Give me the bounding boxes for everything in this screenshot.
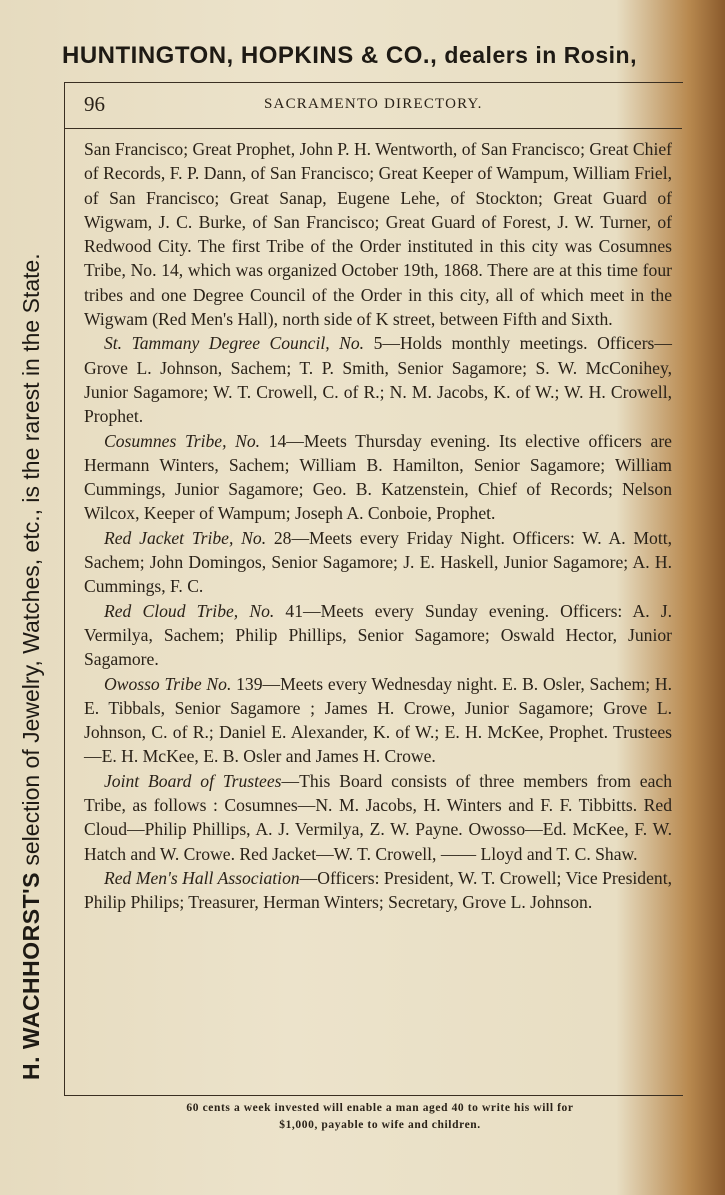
footer-line: $1,000, payable to wife and children. bbox=[279, 1119, 481, 1131]
paragraph-text: San Francisco; Great Prophet, John P. H. Wentworth, of San Francisco; Great Chief of Records, F. P. Dann, of San Francisco; Great Keeper of Wampum, William Friel, of San Francisco; Great Sanap, Eugene Lehe, of Stockton; Great Guard of Wigwam, J. C. Burke, of San Francisco; Great Guard of Forest, J. W. Turner, of Redwood City. The first Tribe of the Order instituted in this city was Cosumnes Tribe, No. 14, which was organized October 19th, 1868. There are at this time four tribes and one Degree Council of the Order in this city, all of which meet in the Wigwam (Red Men's Hall), north side of K street, between Fifth and Sixth. bbox=[84, 139, 672, 330]
entry-title: Owosso Tribe No. bbox=[104, 673, 232, 694]
paragraph-text: —This Board consists of three members from each Tribe, as follows : Cosumnes—N. M. Jacobs, H. Winters and F. F. Tibbitts. Red Cloud—Philip Phillips, A. J. Vermilya, Z. W. Payne. Owosso—Ed. McKee, F. W. Hatch and W. Crowe. Red Jacket—W. T. Crowell, —— Lloyd and T. C. Shaw. bbox=[84, 770, 672, 864]
side-advertisement bbox=[18, 90, 45, 1080]
entry-title: Joint Board of Trustees bbox=[104, 770, 282, 791]
paragraph-text: 14—Meets Thursday evening. Its elective officers are Hermann Winters, Sachem; William B. Hamilton, Senior Sagamore; William Cummings, Junior Sagamore; Geo. B. Katzenstein, Chief of Records; Nelson Wilcox, Keeper of Wampum; Joseph A. Conboie, Prophet. bbox=[84, 430, 672, 524]
paragraph bbox=[84, 429, 672, 526]
entry-title: St. Tammany Degree Council, No. bbox=[104, 333, 365, 354]
page-header bbox=[84, 92, 674, 120]
footer-line: 60 cents a week invested will enable a man aged 40 to write his will for bbox=[186, 1102, 574, 1114]
entry-title: Red Jacket Tribe, No. bbox=[104, 527, 267, 548]
page-body bbox=[84, 137, 672, 915]
paragraph-text: 28—Meets every Friday Night. Officers: W. A. Mott, Sachem; John Domingos, Senior Sagamore; J. E. Haskell, Junior Sagamore; A. H. Cummings, F. C. bbox=[84, 527, 673, 597]
paragraph-text: 41—Meets every Sunday evening. Officers: A. J. Vermilya, Sachem; Philip Phillips, Senior Sagamore; Oswald Hector, Junior Sagamore. bbox=[84, 600, 672, 670]
paragraph bbox=[84, 331, 672, 428]
running-head: SACRAMENTO DIRECTORY. bbox=[264, 96, 483, 112]
footer-advertisement bbox=[80, 1100, 680, 1134]
paragraph-text: 5—Holds monthly meetings. Officers—Grove L. Johnson, Sachem; T. P. Smith, Senior Sagamore; S. W. McConihey, Junior Sagamore; W. T. Crowell, C. of R.; N. M. Jacobs, K. of W.; W. H. Crowell, Prophet. bbox=[84, 333, 672, 427]
top-ad-name: HUNTINGTON, HOPKINS & CO., bbox=[62, 42, 438, 69]
top-advertisement bbox=[62, 42, 702, 70]
paragraph bbox=[84, 599, 672, 672]
paragraph bbox=[84, 866, 672, 915]
paragraph bbox=[84, 526, 672, 599]
entry-title: Red Cloud Tribe, No. bbox=[104, 600, 275, 621]
page-number: 96 bbox=[84, 92, 105, 116]
entry-title: Cosumnes Tribe, No. bbox=[104, 430, 261, 451]
top-ad-text: dealers in Rosin, bbox=[444, 42, 637, 68]
side-ad-name: H. WACHHORST'S bbox=[18, 872, 44, 1080]
paragraph-text: —Officers: President, W. T. Crowell; Vice President, Philip Philips; Treasurer, Herman Winters; Secretary, Grove L. Johnson. bbox=[84, 867, 672, 913]
side-ad-text: selection of Jewelry, Watches, etc., is the rarest in the State. bbox=[18, 253, 44, 866]
paragraph bbox=[84, 672, 672, 769]
entry-title: Red Men's Hall Association bbox=[104, 867, 300, 888]
paragraph-text: 139—Meets every Wednesday night. E. B. Osler, Sachem; H. E. Tibbals, Senior Sagamore ; James H. Crowe, Junior Sagamore; Grove L. Johnson, C. of R.; Daniel E. Alexander, K. of W.; E. H. McKee, Prophet. Trustees—E. H. McKee, E. B. Osler and James H. Crowe. bbox=[84, 673, 673, 767]
paragraph bbox=[84, 769, 672, 866]
paragraph bbox=[84, 137, 672, 331]
header-rule bbox=[64, 128, 682, 129]
